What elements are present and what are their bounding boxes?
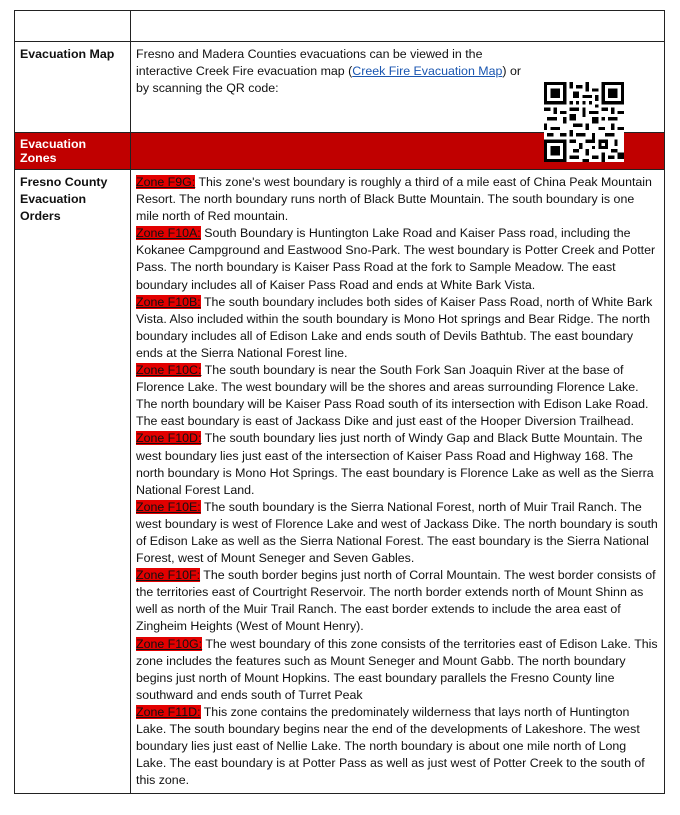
- fresno-orders-label: Fresno County Evacuation Orders: [15, 170, 131, 794]
- fresno-orders-row: [15, 170, 665, 794]
- zone-entry: [136, 704, 659, 789]
- zone-description: The south boundary includes both sides of Kaiser Pass Road, north of White Bark Vista. Also included within the south boundary is Mono Hot springs and Bear Ridge. The north boundary includes all of Edison Lake and ends south of Devils Bathtub. The east boundary ends at the Sierra National Forest line.: [136, 294, 653, 360]
- zone-description: The south boundary is the Sierra National Forest, north of Muir Trail Ranch. The west boundary is west of Florence Lake and west of Jackass Dike. The north boundary is south of Edison Lake as well as the Sierra National Forest. The east boundary is the Sierra National Forest, west of Mount Seneger and Seven Gables.: [136, 499, 658, 566]
- evacuation-map-label: Evacuation Map: [15, 42, 131, 133]
- zone-entry: [136, 567, 659, 635]
- zone-entry: [136, 636, 659, 704]
- blank-cell-right: [131, 11, 665, 42]
- zone-tag: Zone F11D:: [136, 704, 201, 719]
- zone-entry: [136, 294, 659, 362]
- zone-tag: Zone F10D:: [136, 431, 202, 446]
- zone-tag: Zone F10G:: [136, 636, 203, 651]
- evacuation-map-row: [15, 42, 665, 133]
- zone-tag: Zone F10E:: [136, 499, 201, 514]
- zone-description: The west boundary of this zone consists of the territories east of Edison Lake. This zone includes the features such as Mount Seneger and Mount Gabb. The north boundary begins just north of Mount Hopkins. The east boundary parallels the Fresno County line southward and ends south of Turret Peak: [136, 636, 658, 702]
- qr-code-icon: [544, 82, 624, 162]
- zone-description: This zone contains the predominately wilderness that lays north of Huntington Lake. The south boundary begins near the end of the developments of Lakeshore. The west boundary lies just east of Nellie Lake. The north boundary is about one mile north of Long Lake. The east boundary is at Potter Pass as well as just west of Potter Creek to the south of this zone.: [136, 704, 645, 788]
- evacuation-map-cell: [131, 42, 665, 133]
- evacuation-map-text: [136, 46, 526, 97]
- document-table: [14, 10, 665, 794]
- evacuation-zones-header: Evacuation Zones: [15, 133, 131, 170]
- zone-tag: Zone F10A:: [136, 226, 201, 241]
- fresno-orders-zones: [131, 170, 665, 794]
- zone-entry: [136, 225, 659, 293]
- blank-row: [15, 11, 665, 42]
- map-text-before: Fresno and Madera Counties evacuations can be viewed in the interactive Creek Fire evacuation map (: [136, 47, 483, 78]
- zone-entry: [136, 499, 659, 567]
- zone-tag: Zone F10C:: [136, 363, 202, 378]
- creek-fire-map-link[interactable]: Creek Fire Evacuation Map: [352, 64, 503, 78]
- zone-description: The south boundary is near the South Fork San Joaquin River at the base of Florence Lake. The west boundary will be the shores and areas surrounding Florence Lake. The north boundary will be Kaiser Pass Road south of its intersection with Edison Lake Road. The east boundary is east of Jackass Dike and just east of the Hooper Diversion Trailhead.: [136, 363, 649, 429]
- zone-description: The south boundary lies just north of Windy Gap and Black Butte Mountain. The west boundary lies just east of the intersection of Kaiser Pass Road and Highway 168. The north boundary is Mono Hot Springs. The east boundary is Florence Lake as well as the Sierra National Forest Land.: [136, 431, 654, 497]
- map-text-after: ) or by scanning the QR code:: [136, 64, 521, 95]
- zone-entry: [136, 362, 659, 430]
- zone-entry: [136, 174, 659, 225]
- zone-description: The south border begins just north of Corral Mountain. The west border consists of the territories east of Courtright Reservoir. The north border extends north of Mount Shinn as well as north of the Muir Trail Ranch. The east border extends to include the area east of Zingheim Heights (West of Mount Henry).: [136, 568, 656, 634]
- zone-tag: Zone F10F:: [136, 568, 201, 583]
- zone-tag: Zone F9G:: [136, 175, 196, 189]
- zone-tag: Zone F10B:: [136, 294, 201, 309]
- zone-description: This zone's west boundary is roughly a third of a mile east of China Peak Mountain Resort. The north boundary runs north of Black Butte Mountain. The south boundary is one mile north of Red mountain.: [136, 175, 652, 224]
- blank-cell-left: [15, 11, 131, 42]
- zone-description: South Boundary is Huntington Lake Road and Kaiser Pass road, including the Kokanee Campground and Eastwood Sno-Park. The west boundary is Potter Creek and Potter Pass. The north boundary is Kaiser Pass Road at the fork to Sample Meadow. The east boundary includes all of Kaiser Pass Road and ends at White Bark Vista.: [136, 226, 656, 292]
- zone-entry: [136, 430, 659, 498]
